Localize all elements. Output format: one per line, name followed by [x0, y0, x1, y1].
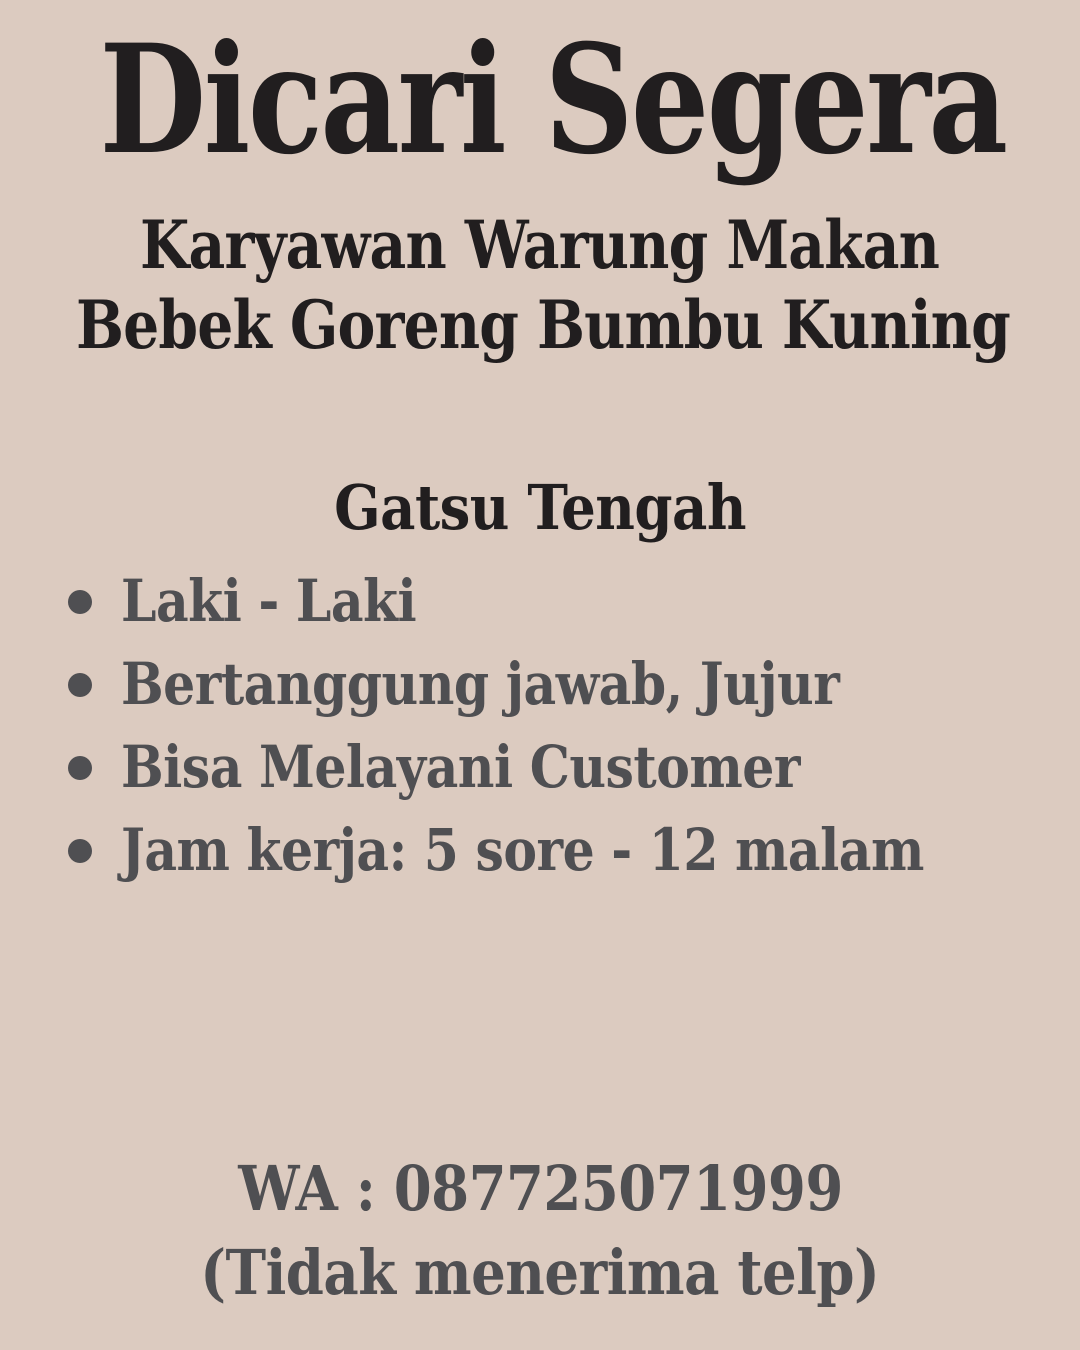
requirement-item: Bertanggung jawab, Jujur	[66, 643, 1080, 726]
contact-block	[0, 1147, 1080, 1315]
subtitle-line-2: Bebek Goreng Bumbu Kuning	[76, 286, 1010, 364]
requirement-item: Bisa Melayani Customer	[66, 726, 1080, 809]
requirement-item: Jam kerja: 5 sore - 12 malam	[66, 809, 1080, 892]
poster-title	[0, 10, 1080, 190]
subtitle-line-1: Karyawan Warung Makan	[140, 206, 940, 284]
requirements-list	[0, 560, 1080, 892]
contact-whatsapp-number: WA : 087725071999	[237, 1152, 843, 1225]
contact-note: (Tidak menerima telp)	[200, 1236, 880, 1309]
poster-title-text: Dicari Segera	[99, 12, 1006, 188]
requirement-item: Laki - Laki	[66, 560, 1080, 643]
location-heading: Gatsu Tengah	[334, 471, 746, 544]
poster-subtitle	[0, 205, 1080, 365]
